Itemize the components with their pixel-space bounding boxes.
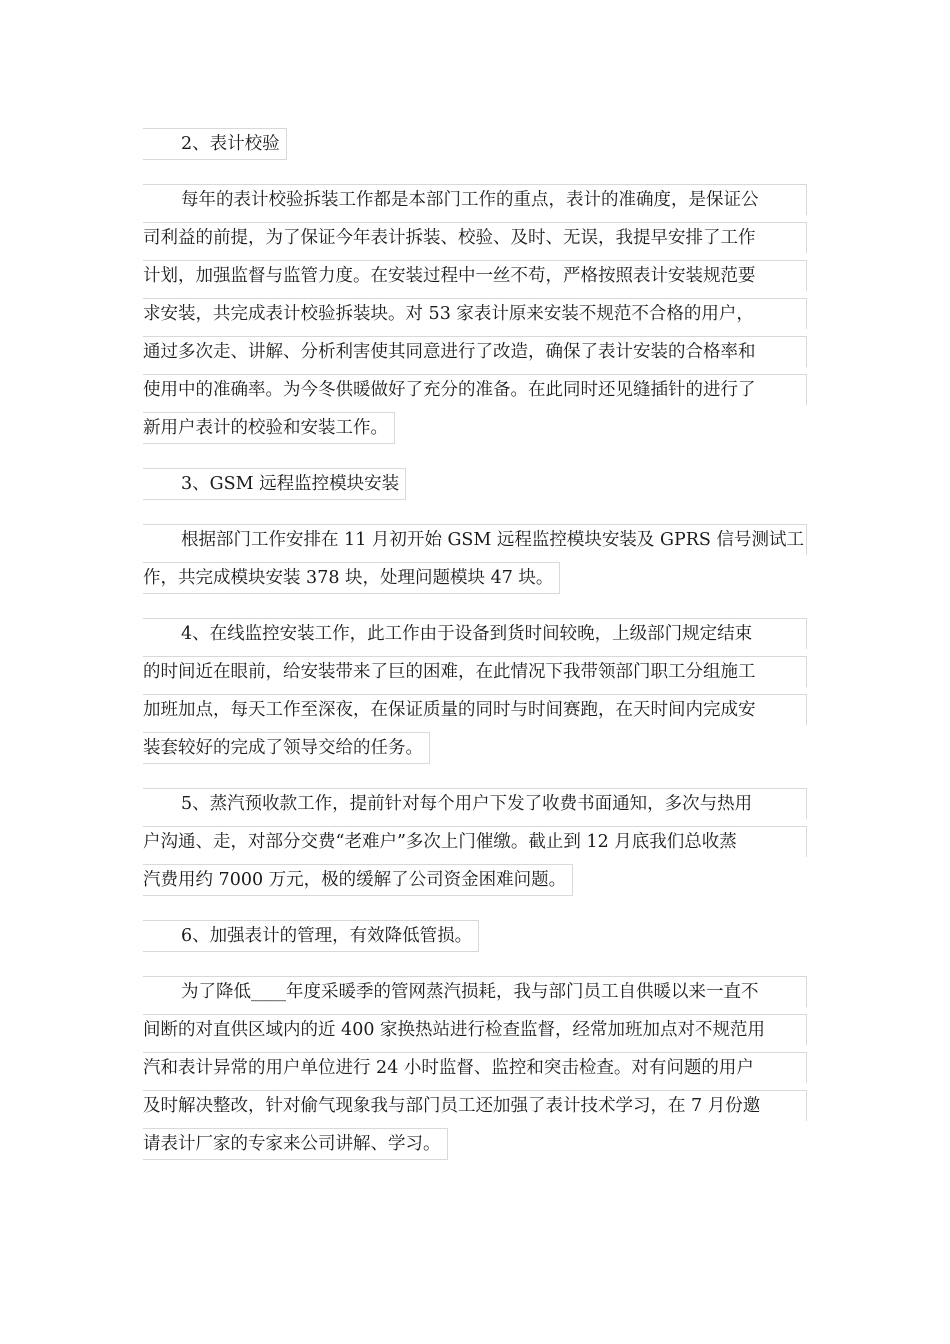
paragraph-text bbox=[143, 618, 807, 771]
text-line: 使用中的准确率。为今冬供暖做好了充分的准备。在此同时还见缝插针的进行了 bbox=[143, 374, 807, 405]
text-line: 及时解决整改，针对偷气现象我与部门员工还加强了表计技术学习，在 7 月份邀 bbox=[143, 1090, 807, 1121]
text-line: 3、GSM 远程监控模块安装 bbox=[143, 468, 406, 500]
text-line: 装套较好的完成了领导交给的任务。 bbox=[143, 732, 430, 764]
text-line: 5、蒸汽预收款工作，提前针对每个用户下发了收费书面通知，多次与热用 bbox=[143, 788, 807, 819]
heading-text bbox=[143, 128, 807, 167]
text-line: 通过多次走、讲解、分析利害使其同意进行了改造，确保了表计安装的合格率和 bbox=[143, 336, 807, 367]
text-line: 4、在线监控安装工作，此工作由于设备到货时间较晚，上级部门规定结束 bbox=[143, 618, 807, 649]
paragraph-text bbox=[143, 524, 807, 601]
text-line: 为了降低____年度采暖季的管网蒸汽损耗，我与部门员工自供暖以来一直不 bbox=[143, 976, 807, 1007]
body-paragraph bbox=[143, 524, 807, 601]
text-line: 户沟通、走，对部分交费“老难户”多次上门催缴。截止到 12 月底我们总收蒸 bbox=[143, 826, 807, 857]
text-line: 每年的表计校验拆装工作都是本部门工作的重点，表计的准确度，是保证公 bbox=[143, 184, 807, 215]
body-paragraph bbox=[143, 976, 807, 1167]
text-line: 请表计厂家的专家来公司讲解、学习。 bbox=[143, 1128, 448, 1160]
text-line: 新用户表计的校验和安装工作。 bbox=[143, 412, 395, 444]
text-line: 2、表计校验 bbox=[143, 128, 287, 160]
body-paragraph bbox=[143, 618, 807, 771]
body-paragraph bbox=[143, 788, 807, 903]
section-heading bbox=[143, 920, 807, 959]
text-line: 作，共完成模块安装 378 块，处理问题模块 47 块。 bbox=[143, 562, 560, 594]
text-line: 汽费用约 7000 万元，极的缓解了公司资金困难问题。 bbox=[143, 864, 573, 896]
section-heading bbox=[143, 128, 807, 167]
text-line: 汽和表计异常的用户单位进行 24 小时监督、监控和突击检查。对有问题的用户 bbox=[143, 1052, 807, 1083]
text-line: 计划，加强监督与监管力度。在安装过程中一丝不苟，严格按照表计安装规范要 bbox=[143, 260, 807, 291]
text-line: 司利益的前提，为了保证今年表计拆装、校验、及时、无误，我提早安排了工作 bbox=[143, 222, 807, 253]
document-body bbox=[143, 128, 807, 1184]
heading-text bbox=[143, 468, 807, 507]
paragraph-text bbox=[143, 184, 807, 451]
heading-text bbox=[143, 920, 807, 959]
text-line: 加班加点，每天工作至深夜，在保证质量的同时与时间赛跑，在天时间内完成安 bbox=[143, 694, 807, 725]
section-heading bbox=[143, 468, 807, 507]
body-paragraph bbox=[143, 184, 807, 451]
text-line: 根据部门工作安排在 11 月初开始 GSM 远程监控模块安装及 GPRS 信号测试工 bbox=[143, 524, 807, 555]
paragraph-text bbox=[143, 788, 807, 903]
text-line: 6、加强表计的管理，有效降低管损。 bbox=[143, 920, 479, 952]
text-line: 间断的对直供区域内的近 400 家换热站进行检查监督，经常加班加点对不规范用 bbox=[143, 1014, 807, 1045]
text-line: 的时间近在眼前，给安装带来了巨的困难，在此情况下我带领部门职工分组施工 bbox=[143, 656, 807, 687]
paragraph-text bbox=[143, 976, 807, 1167]
text-line: 求安装，共完成表计校验拆装块。对 53 家表计原来安装不规范不合格的用户， bbox=[143, 298, 807, 329]
